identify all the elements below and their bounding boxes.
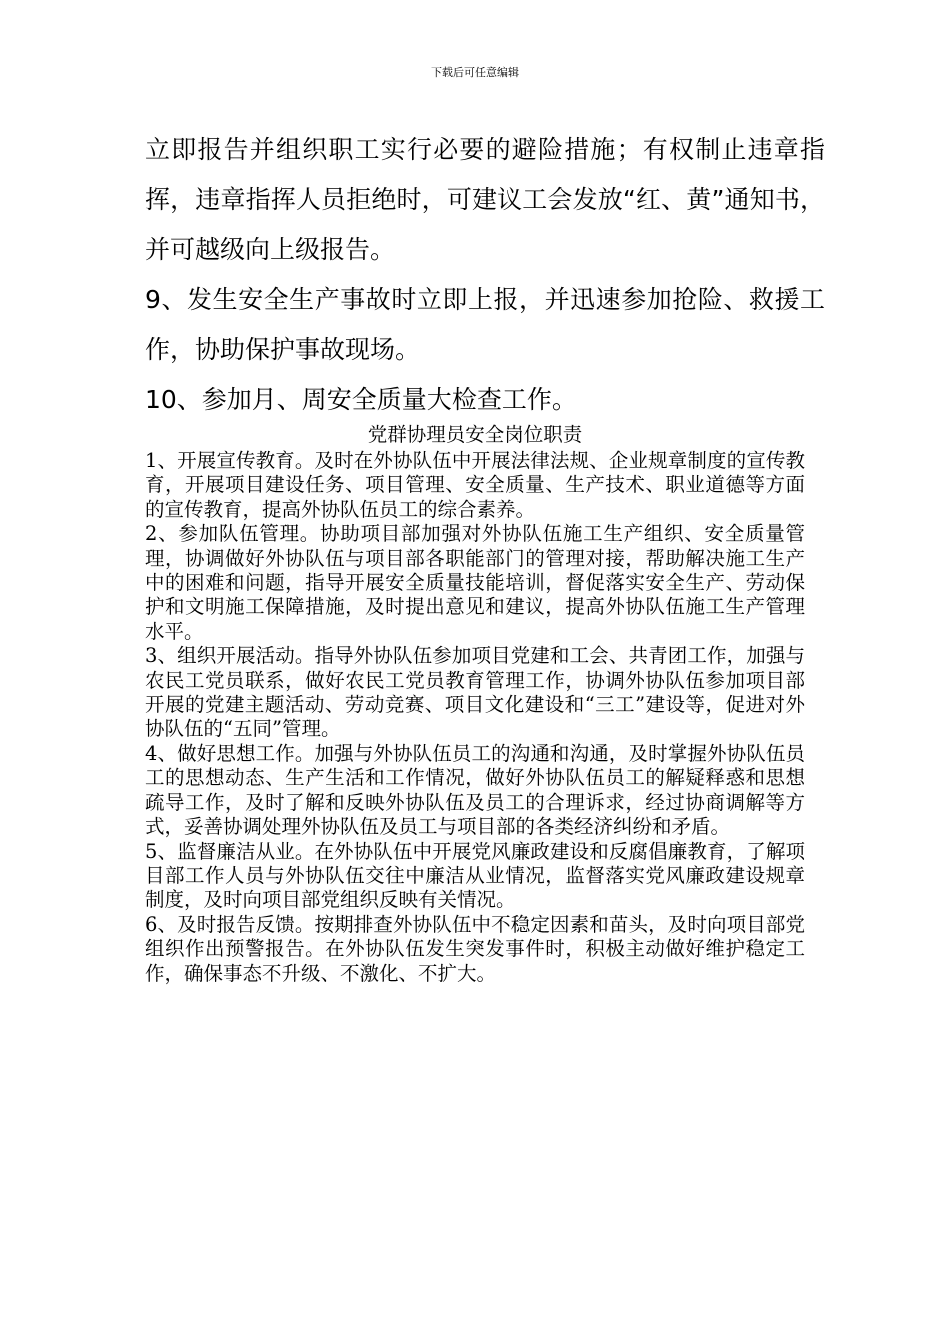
duty-item-1: 1、开展宣传教育。及时在外协队伍中开展法律法规、企业规章制度的宣传教育，开展项目建设任务、项目管理、安全质量、生产技术、职业道德等方面的宣传教育，提高外协队伍员工的综合素养。 xyxy=(145,449,805,521)
duty-item-10: 10、参加月、周安全质量大检查工作。 xyxy=(145,385,577,414)
section-title: 党群协理员安全岗位职责 xyxy=(367,423,583,446)
duty-item-5: 5、监督廉洁从业。在外协队伍中开展党风廉政建设和反腐倡廉教育，了解项目部工作人员与外协队伍交往中廉洁从业情况，监督落实党风廉政建设规章制度，及时向项目部党组织反映有关情况。 xyxy=(145,839,805,912)
duty-item-2: 2、参加队伍管理。协助项目部加强对外协队伍施工生产组织、安全质量管理，协调做好外协队伍与项目部各职能部门的管理对接，帮助解决施工生产中的困难和问题，指导开展安全质量技能培训，督促落实安全生产、劳动保护和文明施工保障措施，及时提出意见和建议，提高外协队伍施工生产管理水平。 xyxy=(145,522,805,643)
duty-item-4: 4、做好思想工作。加强与外协队伍员工的沟通和沟通，及时掌握外协队伍员工的思想动态、生产生活和工作情况，做好外协队伍员工的解疑释惑和思想疏导工作，及时了解和反映外协队伍及员工的合理诉求，经过协商调解等方式，妥善协调处理外协队伍及员工与项目部的各类经济纠纷和矛盾。 xyxy=(145,741,805,839)
section-duty-list xyxy=(145,449,805,986)
duty-item-9: 9、发生安全生产事故时立即上报，并迅速参加抢险、救援工作，协助保护事故现场。 xyxy=(145,285,825,364)
continued-duties xyxy=(145,125,825,425)
duty-item-3: 3、组织开展活动。指导外协队伍参加项目党建和工会、共青团工作，加强与农民工党员联系，做好农民工党员教育管理工作，协调外协队伍参加项目部开展的党建主题活动、劳动竞赛、项目文化建设和“三工”建设等，促进对外协队伍的“五同”管理。 xyxy=(145,644,805,741)
duty-paragraph-continued: 立即报告并组织职工实行必要的避险措施；有权制止违章指挥，违章指挥人员拒绝时，可建议工会发放“红、黄”通知书，并可越级向上级报告。 xyxy=(145,135,825,264)
page-header-note: 下载后可任意编辑 xyxy=(431,66,519,79)
duty-item-6: 6、及时报告反馈。按期排查外协队伍中不稳定因素和苗头，及时向项目部党组织作出预警报告。在外协队伍发生突发事件时，积极主动做好维护稳定工作，确保事态不升级、不激化、不扩大。 xyxy=(145,912,805,985)
